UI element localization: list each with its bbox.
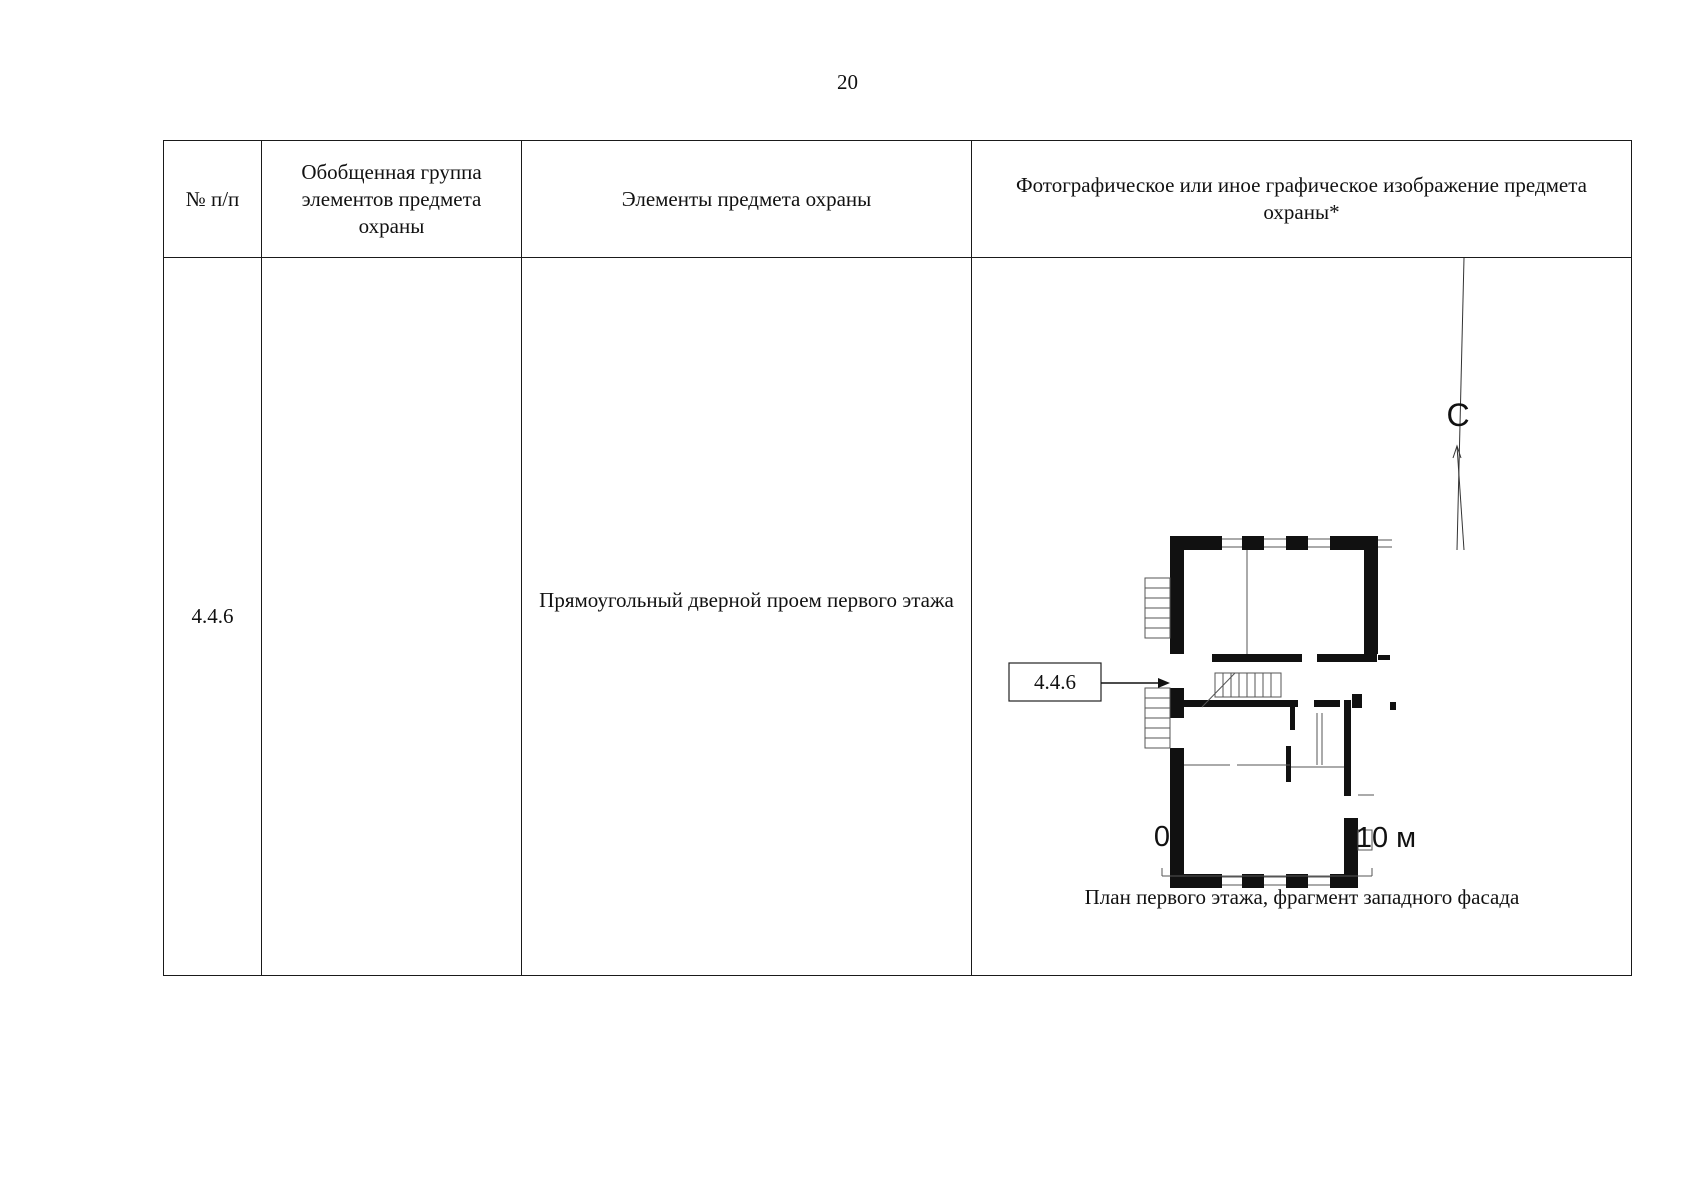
row-image — [972, 258, 1632, 976]
scale-start-label: 0 — [1153, 821, 1171, 853]
callout-label: 4.4.6 — [1034, 670, 1076, 694]
header-group: Обобщенная группа элементов предмета охраны — [262, 141, 522, 258]
row-group — [262, 258, 522, 976]
row-num: 4.4.6 — [164, 258, 262, 976]
heritage-table — [163, 140, 1632, 976]
header-elements: Элементы предмета охраны — [522, 141, 972, 258]
row-elements-text: Прямоугольный дверной проем первого этажа — [539, 588, 954, 612]
floor-plan — [972, 258, 1632, 976]
callout-arrow-icon — [1158, 678, 1170, 688]
plan-caption: План первого этажа, фрагмент западного фасада — [1084, 885, 1520, 909]
floor-plan-drawing — [972, 258, 1632, 976]
table-row — [164, 258, 1632, 976]
north-label: С — [1446, 397, 1470, 433]
page-number: 20 — [837, 70, 858, 94]
header-num: № п/п — [164, 141, 262, 258]
row-elements — [522, 258, 972, 976]
header-image: Фотографическое или иное графическое изображение предмета охраны* — [972, 141, 1632, 258]
scale-end-label: 10 м — [1355, 822, 1417, 854]
table-header-row — [164, 141, 1632, 258]
